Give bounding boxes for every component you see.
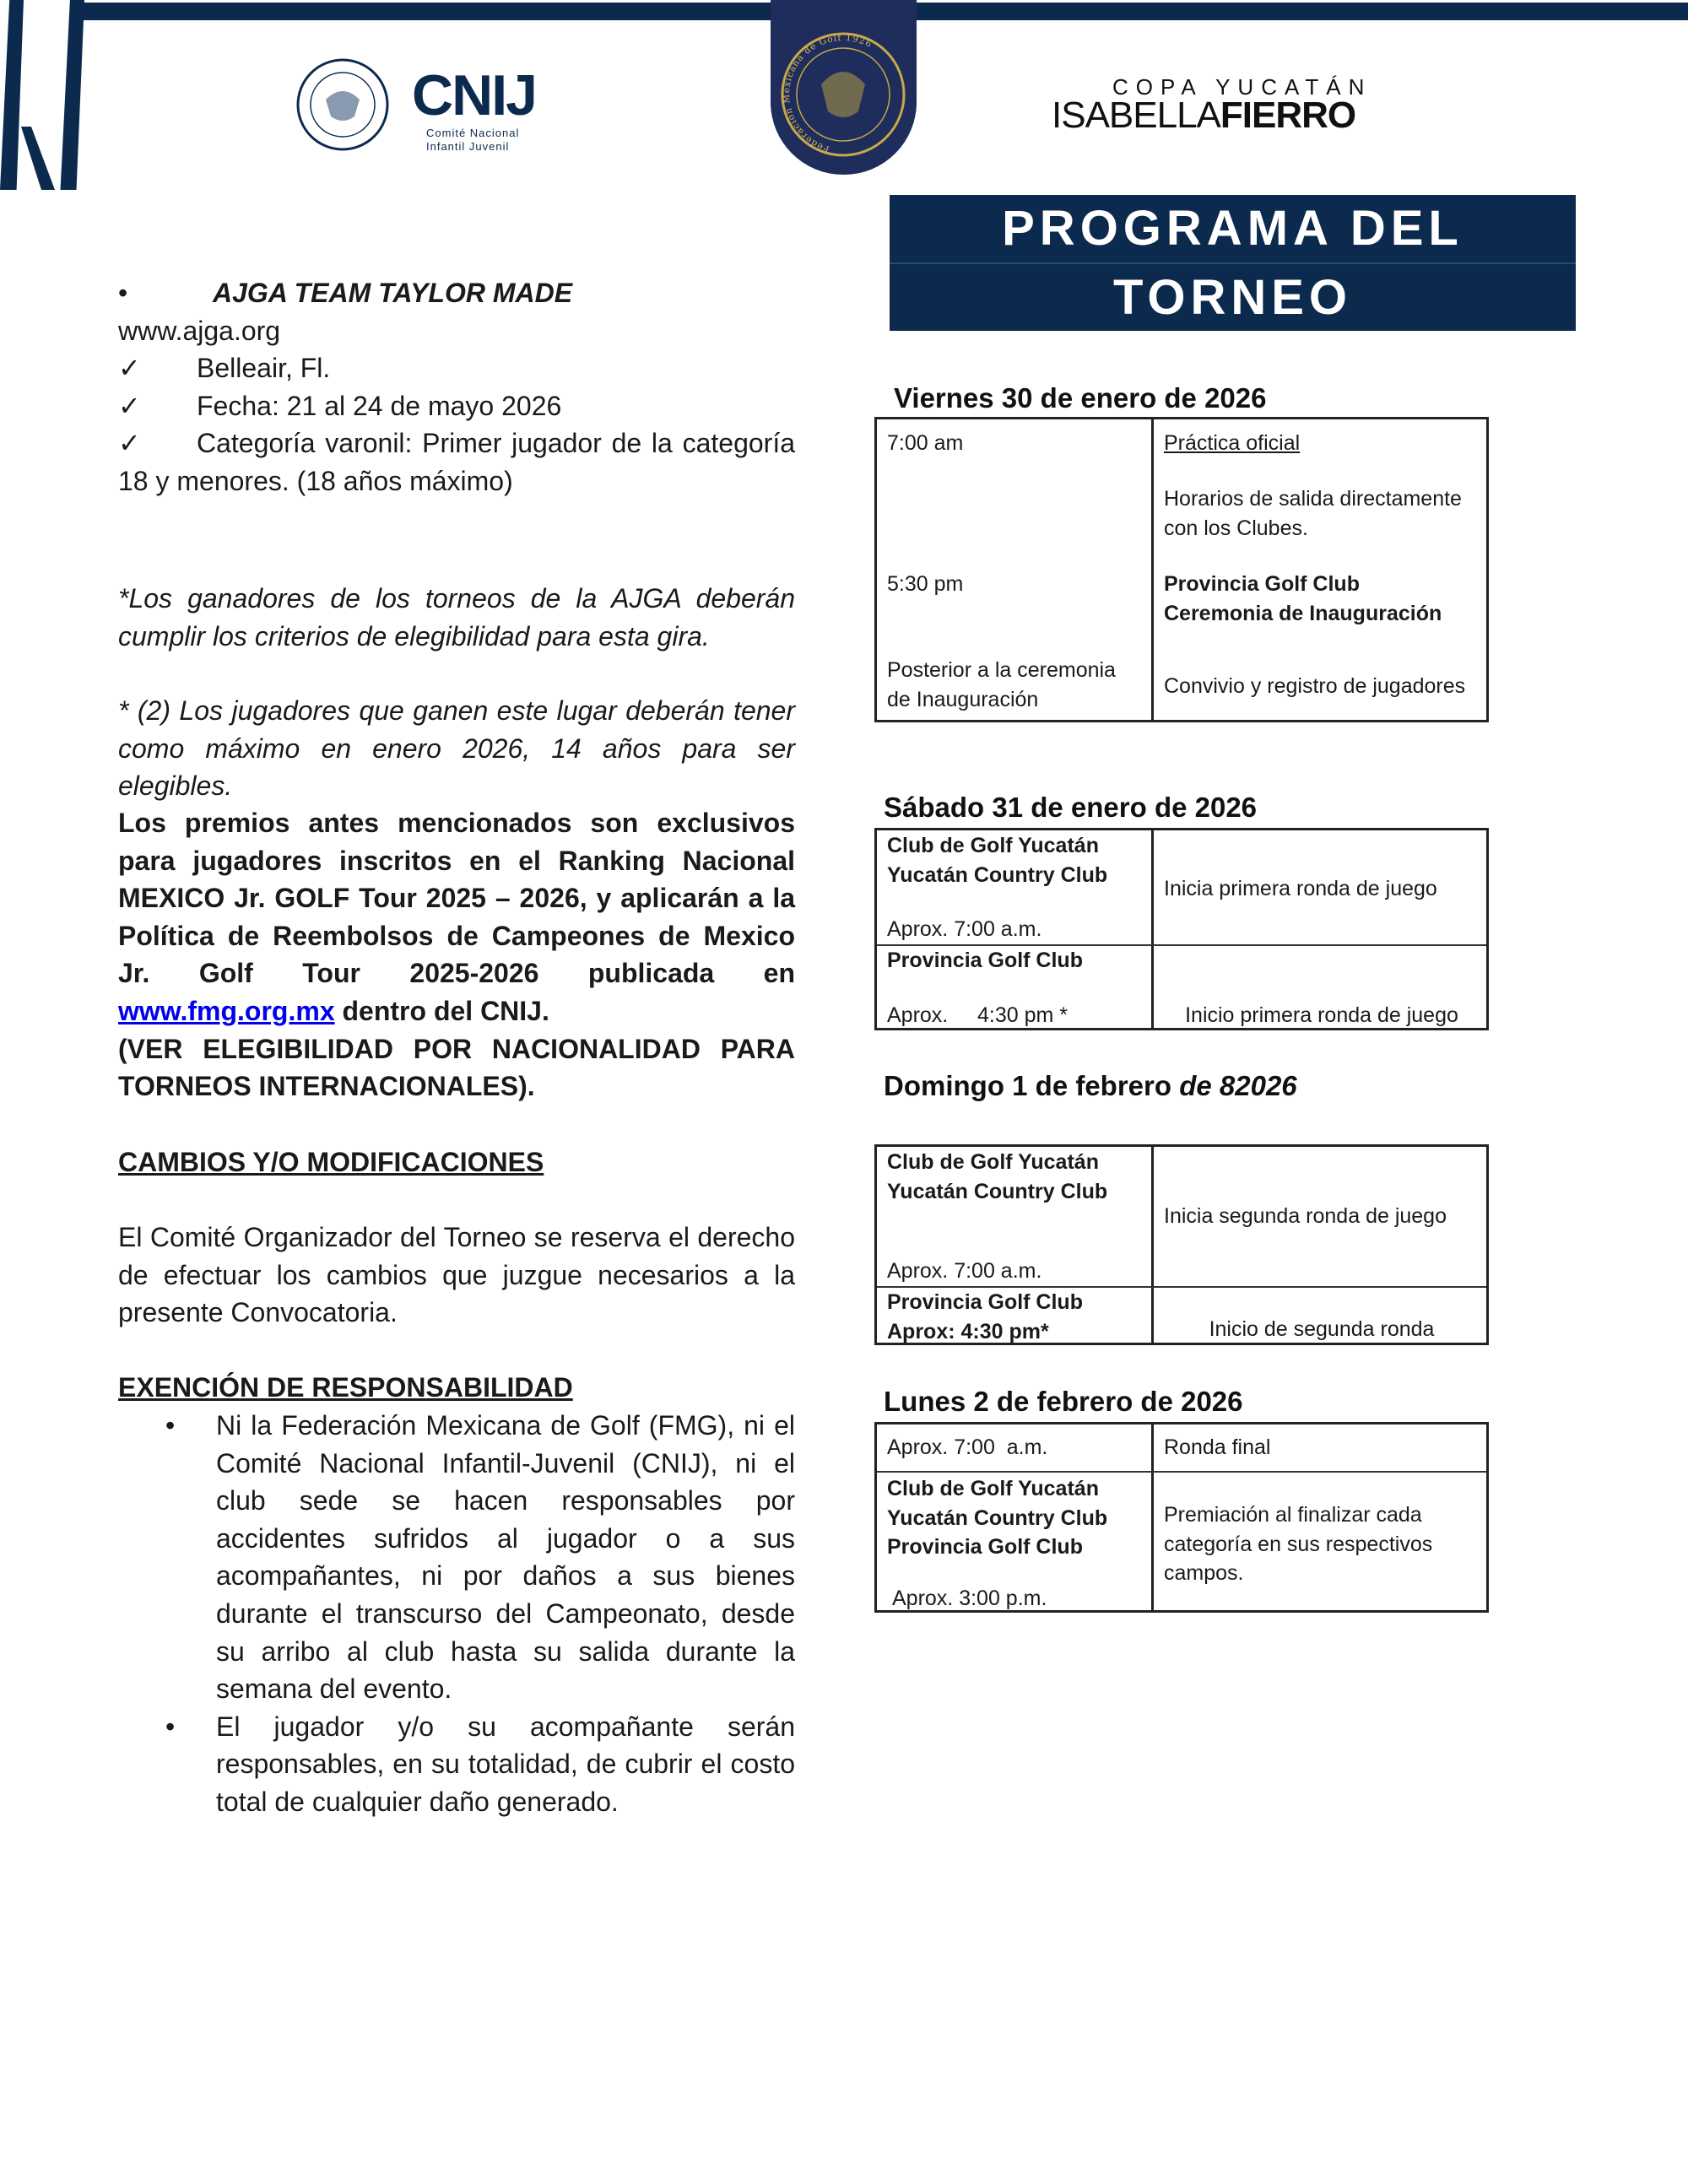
activity-text: Ronda final [1164, 1435, 1271, 1459]
viernes-table [874, 417, 1489, 722]
domingo-heading [884, 1070, 1297, 1102]
venue-line: Provincia Golf Club [887, 1290, 1083, 1314]
table-row [877, 830, 1486, 944]
venue-text [887, 1288, 1144, 1346]
fmg-seal-logo [295, 57, 390, 152]
disclaimer-title: EXENCIÓN DE RESPONSABILIDAD [118, 1372, 573, 1403]
venue-cell [877, 1147, 1154, 1286]
ajga-url[interactable]: www.ajga.org [118, 315, 281, 346]
table-row [877, 1471, 1486, 1610]
venue-text [887, 831, 1144, 889]
activity-text: Inicio de segunda ronda [1209, 1317, 1435, 1341]
table-row [877, 1424, 1486, 1471]
ajga-section [118, 274, 795, 500]
bullet: • [165, 1410, 176, 1441]
prizes-paragraph [118, 804, 795, 1106]
time-text-line: de Inauguración [887, 687, 1039, 711]
bullet: • [118, 278, 128, 308]
sabado-heading: Sábado 31 de enero de 2026 [884, 792, 1258, 823]
disclaimer-item-text: Ni la Federación Mexicana de Golf (FMG), ni el Comité Nacional Infantil-Juvenil (CNIJ), ni el club sede se hacen responsables por accidentes sufridos al jugador o a sus acompañantes, ni por daños a sus bienes durante el transcurso del Campeonato, desde su arribo al club hasta su salida durante la semana del evento. [216, 1410, 795, 1705]
cnij-subtitle [426, 127, 519, 154]
venue-line: Club de Golf Yucatán [887, 1477, 1099, 1500]
disclaimer-list [118, 1407, 795, 1821]
venue-cell [877, 946, 1154, 1028]
activity-text [1164, 570, 1480, 628]
check-item [118, 424, 795, 500]
venue-line: Yucatán Country Club [887, 862, 1108, 887]
venue-cell [877, 1288, 1154, 1343]
time-text: Aprox. 7:00 a.m. [887, 917, 1042, 941]
venue-line: Yucatán Country Club [887, 1506, 1108, 1530]
venue-cell [877, 1473, 1154, 1610]
bullet: • [165, 1711, 176, 1742]
time-text: Aprox. 3:00 p.m. [892, 1587, 1047, 1610]
venue-cell [877, 830, 1154, 944]
check-item-text: Fecha: 21 al 24 de mayo 2026 [197, 390, 562, 421]
cnij-subtitle-line2: Infantil Juvenil [426, 140, 510, 153]
eligibility-note: (VER ELEGIBILIDAD POR NACIONALIDAD PARA TORNEOS INTERNACIONALES). [118, 1033, 795, 1102]
changes-text: El Comité Organizador del Torneo se reserva el derecho de efectuar los cambios que juzgue necesarios a la presente Convocatoria. [118, 1222, 795, 1328]
time-text-line: Posterior a la ceremonia [887, 658, 1116, 682]
activity-cell [1154, 1473, 1486, 1610]
program-title-line1: PROGRAMA DEL [1002, 201, 1463, 256]
check-item-text: Categoría varonil: Primer jugador de la categoría 18 y menores. (18 años máximo) [118, 428, 795, 496]
ajga-note-1: *Los ganadores de los torneos de la AJGA deberán cumplir los criterios de elegibilidad para esta gira. [118, 583, 795, 651]
changes-title: CAMBIOS Y/O MODIFICACIONES [118, 1147, 544, 1177]
left-stripe-1 [0, 0, 24, 190]
center-seal-text: Federación Mexicana de Golf 1926 [781, 32, 874, 154]
time-text: 7:00 am [887, 431, 964, 455]
time-text: Aprox: 4:30 pm* [887, 1319, 1049, 1343]
activity-cell [1154, 1288, 1486, 1343]
fmg-center-seal [771, 0, 917, 175]
activity-text [1164, 484, 1480, 543]
fmg-link[interactable]: www.fmg.org.mx [118, 995, 335, 1026]
program-title-line2: TORNEO [890, 262, 1576, 332]
sabado-table [874, 828, 1489, 1030]
time-text: Aprox. 4:30 pm * [887, 1003, 1068, 1027]
time-cell [877, 1424, 1154, 1471]
activity-cell [1154, 946, 1486, 1028]
activity-cell [1154, 1424, 1486, 1471]
table-row [877, 1286, 1486, 1343]
lunes-heading: Lunes 2 de febrero de 2026 [884, 1386, 1243, 1417]
logo-isabella: ISABELLA [1052, 95, 1220, 136]
left-stripe-2 [52, 0, 84, 190]
activity-text: Inicia segunda ronda de juego [1164, 1204, 1447, 1228]
isabella-fierro-logo [1052, 95, 1355, 137]
left-stripe-3 [21, 127, 55, 190]
venue-line: Yucatán Country Club [887, 1179, 1108, 1203]
check-item [118, 387, 795, 425]
prizes-text: Los premios antes mencionados son exclusivos para jugadores inscritos en el Ranking Nacional MEXICO Jr. GOLF Tour 2025 – 2026, y aplicarán a la Política de Reembolsos de Campeones de Mexico Jr. Golf Tour 2025-2026 publicada en [118, 808, 795, 989]
cnij-subtitle-line1: Comité Nacional [426, 127, 520, 139]
venue-text: Provincia Golf Club [887, 949, 1083, 972]
logo-fierro: FIERRO [1220, 95, 1356, 136]
time-cell [877, 419, 1154, 720]
activity-cell [1154, 1147, 1486, 1286]
venue-line: Provincia Golf Club [887, 1535, 1083, 1560]
activity-text: Premiación al finalizar cada categoría en sus respectivos campos. [1164, 1503, 1433, 1586]
time-text: Aprox. 7:00 a.m. [887, 1435, 1048, 1459]
check-item-text: Belleair, Fl. [197, 353, 331, 384]
activity-text: Inicia primera ronda de juego [1164, 877, 1437, 900]
table-row [877, 419, 1486, 720]
disclaimer-item [118, 1708, 795, 1821]
ajga-title: AJGA TEAM TAYLOR MADE [213, 278, 573, 308]
disclaimer-item-text: El jugador y/o su acompañante serán responsables, en su totalidad, de cubrir el costo total de cualquier daño generado. [216, 1711, 795, 1817]
venue-text [887, 1474, 1144, 1562]
ajga-title-line [118, 274, 795, 312]
activity-text: Inicio primera ronda de juego [1185, 1003, 1458, 1027]
venue-line: Club de Golf Yucatán [887, 834, 1099, 857]
activity-line: Horarios de salida directamente [1164, 487, 1462, 511]
venue-line: Club de Golf Yucatán [887, 1150, 1099, 1174]
activity-cell [1154, 830, 1486, 944]
time-text: 5:30 pm [887, 572, 964, 596]
check-icon: ✓ [118, 428, 141, 459]
activity-text: Convivio y registro de jugadores [1164, 674, 1466, 698]
prizes-text-after: dentro del CNIJ. [342, 995, 549, 1026]
time-text [887, 656, 1144, 714]
domingo-heading-italic: de 82026 [1179, 1070, 1297, 1101]
venue-text [887, 1148, 1144, 1206]
activity-text: Práctica oficial [1164, 431, 1301, 455]
ajga-note-2: * (2) Los jugadores que ganen este lugar deberán tener como máximo en enero 2026, 14 años para ser elegibles. [118, 695, 795, 802]
lunes-table [874, 1422, 1489, 1613]
time-text: Aprox. 7:00 a.m. [887, 1259, 1042, 1283]
check-icon: ✓ [118, 390, 141, 421]
activity-line: Ceremonia de Inauguración [1164, 601, 1442, 625]
domingo-table [874, 1144, 1489, 1345]
program-title-box [890, 195, 1576, 331]
activity-line: Provincia Golf Club [1164, 572, 1360, 596]
table-row [877, 944, 1486, 1028]
cnij-logo-text: CNIJ [412, 63, 536, 127]
domingo-heading-text: Domingo 1 de febrero [884, 1070, 1172, 1101]
disclaimer-item [118, 1407, 795, 1708]
copa-yucatan-title: COPA YUCATÁN [1112, 74, 1372, 100]
viernes-heading: Viernes 30 de enero de 2026 [894, 382, 1267, 414]
table-row [877, 1147, 1486, 1286]
check-item [118, 349, 795, 387]
activity-cell [1154, 419, 1486, 720]
check-icon: ✓ [118, 353, 141, 384]
activity-line: con los Clubes. [1164, 516, 1308, 540]
